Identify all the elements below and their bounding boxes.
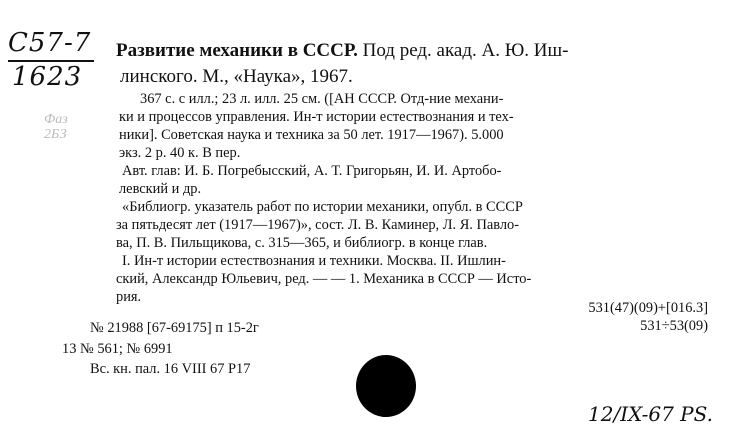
description-line: 367 с. с илл.; 23 л. илл. 25 см. ([АН СССР. Отд-ние механи- (140, 91, 504, 107)
handwritten-shelf-code-top: С57-7 (8, 28, 92, 58)
card-number: № 21988 [67-69175] п 15-2г (90, 320, 259, 336)
bibliography-line: ва, П. В. Пильщикова, с. 315—365, и библиогр. в конце глав. (116, 235, 488, 251)
punch-hole (356, 355, 416, 417)
faint-handwritten-marks (44, 112, 68, 143)
faint-mark: Фаз (44, 112, 68, 127)
tracing-line: ский, Александр Юльевич, ред. — — 1. Механика в СССР — Исто- (116, 271, 532, 287)
handwritten-signature: 12/IX-67 PS. (588, 402, 713, 426)
registry-number: 13 № 561; № 6991 (62, 341, 173, 357)
entry-title-rest: Под ред. акад. А. Ю. Иш- (357, 40, 569, 61)
entry-title (116, 40, 568, 62)
description-line: ники]. Советская наука и техника за 50 лет. 1917—1967). 5.000 (119, 127, 504, 143)
authors-line: Авт. глав: И. Б. Погребысский, А. Т. Григорьян, И. И. Артобо- (122, 163, 502, 179)
signed-date: Вс. кн. пал. 16 VIII 67 Р17 (90, 361, 251, 377)
handwritten-shelf-code-bottom: 1623 (12, 62, 83, 92)
description-line: ки и процессов управления. Ин-т истории естествознания и тех- (119, 109, 514, 125)
description-line: экз. 2 р. 40 к. В пер. (119, 145, 241, 161)
bibliography-line: «Библиогр. указатель работ по истории механики, опубл. в СССР (122, 199, 523, 215)
udc-classification-1: 531(47)(09)+[016.3] (588, 300, 708, 316)
entry-title-line2: линского. М., «Наука», 1967. (120, 66, 353, 87)
faint-mark: 2БЗ (44, 127, 67, 143)
entry-title-bold: Развитие механики в СССР. (116, 40, 358, 61)
udc-classification-2: 531÷53(09) (640, 318, 708, 334)
tracing-line: рия. (116, 289, 142, 305)
authors-line: левский и др. (119, 181, 202, 197)
bibliography-line: за пятьдесят лет (1917—1967)», сост. Л. В. Каминер, Л. Я. Павло- (116, 217, 520, 233)
tracing-line: I. Ин-т истории естествознания и техники. Москва. II. Ишлин- (122, 253, 506, 269)
